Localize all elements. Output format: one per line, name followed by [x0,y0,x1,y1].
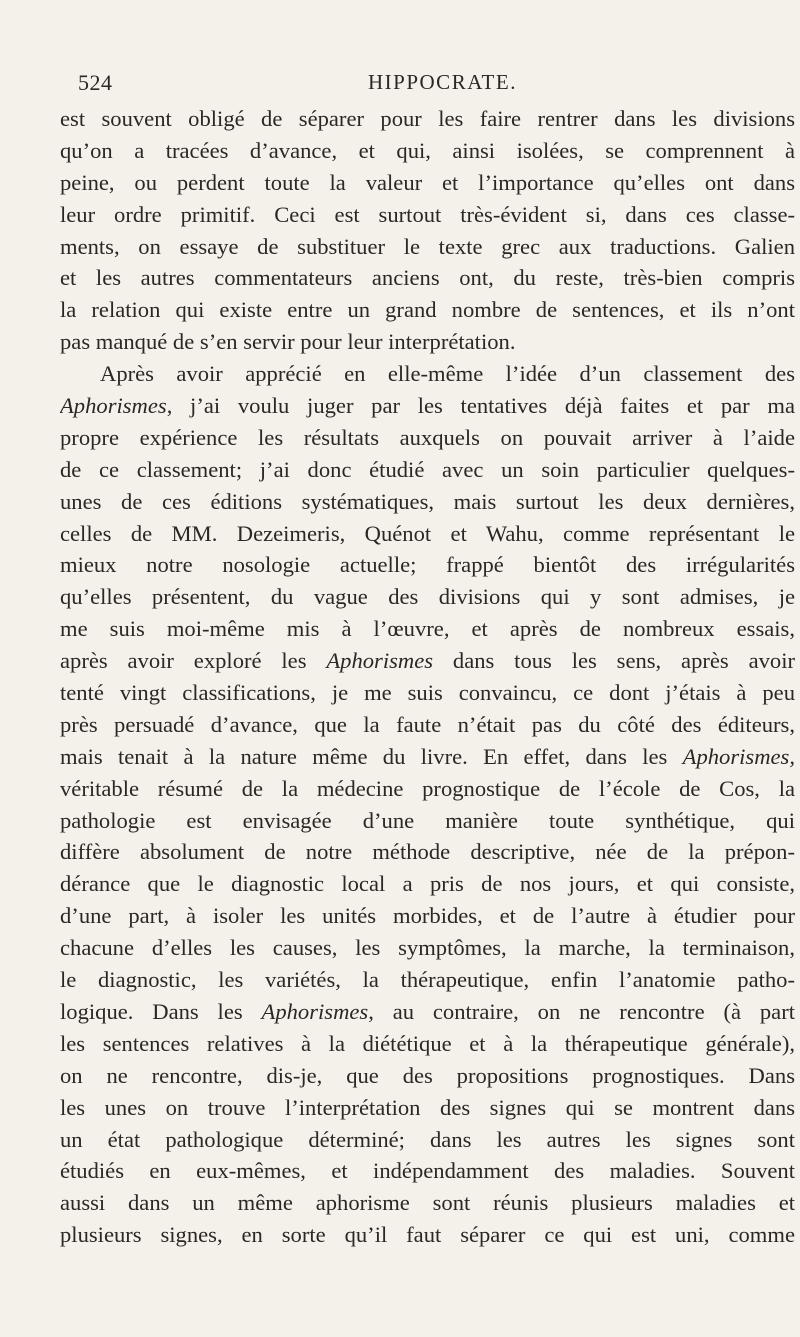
text-fragment: mais tenait à la nature même du livre. En effet, dans les [60,743,683,769]
text-line: plusieurs signes, en sorte qu’il faut séparer ce qui est uni, comme [60,1222,795,1248]
page-header [0,70,800,100]
text-line: la relation qui existe entre un grand nombre de sentences, et ils n’ont [60,297,795,323]
text-line: chacune d’elles les causes, les symptômes, la marche, la terminaison, [60,935,795,961]
text-fragment: après avoir exploré les [60,648,327,674]
text-line: et les autres commentateurs anciens ont, du reste, très-bien compris [60,265,795,291]
text-line: mieux notre nosologie actuelle; frappé bientôt des irrégularités [60,552,795,578]
text-line: étudiés en eux-mêmes, et indépendamment des maladies. Souvent [60,1158,795,1184]
text-line [60,741,795,773]
text-fragment: dans tous les sens, après avoir [433,648,795,674]
text-line: unes de ces éditions systématiques, mais surtout les deux dernières, [60,488,795,514]
text-line: qu’on a tracées d’avance, et qui, ainsi isolées, se comprennent à [60,137,795,163]
body-text [60,103,795,1251]
text-line: ments, on essaye de substituer le texte grec aux traductions. Galien [60,233,795,259]
text-line: celles de MM. Dezeimeris, Quénot et Wahu, comme représentant le [60,520,795,546]
italic-term: Aphorismes, [682,743,795,769]
text-fragment: , j’ai voulu juger par les tentatives déjà faites et par ma [166,393,795,419]
text-line: Après avoir apprécié en elle-même l’idée d’un classement des [100,361,795,387]
text-line [60,390,795,422]
text-line: dérance que le diagnostic local a pris de nos jours, et qui consiste, [60,871,795,897]
text-line: aussi dans un même aphorisme sont réunis plusieurs maladies et [60,1190,795,1216]
text-line: véritable résumé de la médecine prognostique de l’école de Cos, la [60,775,795,801]
text-line: d’une part, à isoler les unités morbides, et de l’autre à étudier pour [60,903,795,929]
text-line: près persuadé d’avance, que la faute n’était pas du côté des éditeurs, [60,711,795,737]
text-line: tenté vingt classifications, je me suis convaincu, ce dont j’étais à peu [60,680,795,706]
text-line: les sentences relatives à la diététique et à la thérapeutique générale), [60,1030,795,1056]
text-line: de ce classement; j’ai donc étudié avec un soin particulier quelques- [60,456,795,482]
text-fragment: , au contraire, on ne rencontre (à part [368,998,795,1024]
text-line [60,996,795,1028]
text-line: diffère absolument de notre méthode descriptive, née de la prépon- [60,839,795,865]
text-line: le diagnostic, les variétés, la thérapeutique, enfin l’anatomie patho- [60,967,795,993]
italic-term: Aphorismes [261,998,369,1024]
italic-term: Aphorismes [60,393,167,419]
text-line: qu’elles présentent, du vague des divisions qui y sont admises, je [60,584,795,610]
text-line [60,645,795,677]
italic-term: Aphorismes [326,648,434,674]
text-line: leur ordre primitif. Ceci est surtout très-évident si, dans ces classe- [60,201,795,227]
text-line: on ne rencontre, dis-je, que des propositions prognostiques. Dans [60,1062,795,1088]
text-line: pathologie est envisagée d’une manière toute synthétique, qui [60,807,795,833]
text-line: peine, ou perdent toute la valeur et l’importance qu’elles ont dans [60,169,795,195]
text-line: pas manqué de s’en servir pour leur interprétation. [60,329,516,355]
text-line: me suis moi-même mis à l’œuvre, et après de nombreux essais, [60,616,795,642]
page-number: 524 [78,70,113,95]
text-line: est souvent obligé de séparer pour les faire rentrer dans les divisions [60,106,795,131]
text-fragment: logique. Dans les [60,998,262,1024]
text-line: propre expérience les résultats auxquels on pouvait arriver à l’aide [60,424,795,450]
text-line: un état pathologique déterminé; dans les autres les signes sont [60,1126,795,1152]
text-line: les unes on trouve l’interprétation des signes qui se montrent dans [60,1094,795,1120]
running-head: HIPPOCRATE. [368,70,517,94]
